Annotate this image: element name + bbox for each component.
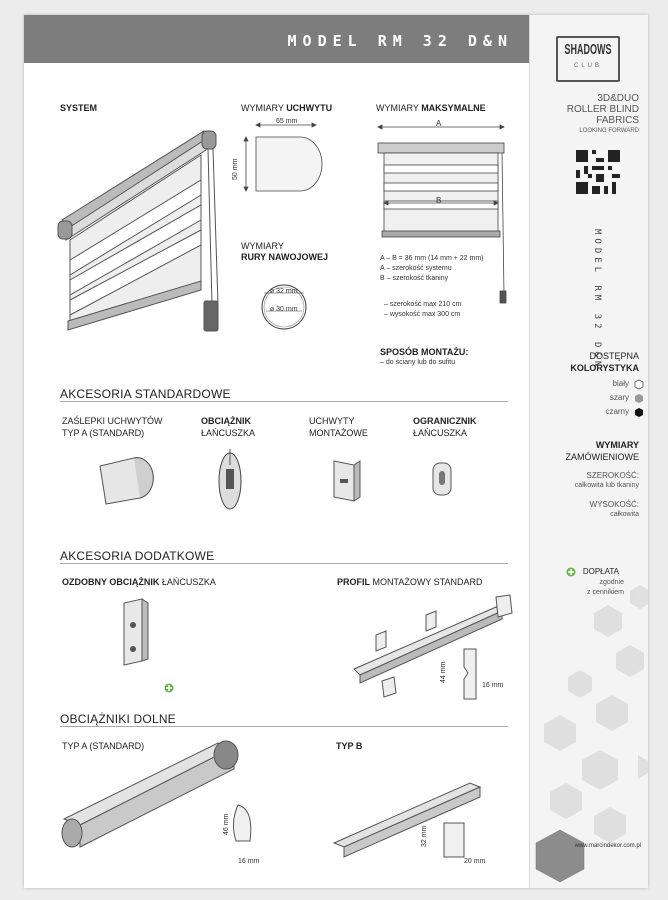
bracket-height-value: 50 mm [232, 158, 239, 180]
std-acc-3-label2: MONTAŻOWE [309, 428, 368, 438]
colors-title2: KOLORYSTYKA [570, 363, 639, 373]
section-divider [60, 401, 508, 402]
surcharge-line2: z cennikiem [587, 589, 624, 596]
profile-height-value: 44 mm [440, 661, 447, 683]
max-dims-drawing [372, 115, 512, 315]
catalog-page [24, 15, 648, 888]
tube-inner-value: ⌀ 30 mm [270, 306, 298, 313]
decorative-weight-illustration [116, 595, 156, 675]
tube-outer-value: ⌀ 32 mm [270, 288, 298, 295]
surcharge-title: DOPŁATA [582, 567, 619, 576]
max-dims-label: WYMIARY MAKSYMALNE [376, 103, 486, 113]
decorative-weight-label: OZDOBNY OBCIĄŻNIK ŁAŃCUSZKA [62, 577, 216, 587]
logo-main-text: SHADOWS [564, 41, 612, 57]
header-title: MODEL RM 32 D&N [287, 32, 513, 50]
mounting-desc: – do ściany lub do sufitu [380, 359, 456, 366]
std-accessories-title: AKCESORIA STANDARDOWE [60, 387, 231, 401]
swatch-black-icon [635, 408, 643, 417]
tube-dims-line2: RURY NAWOJOWEJ [241, 252, 329, 262]
bracket-drawing [236, 115, 336, 205]
order-width-label: SZEROKOŚĆ: [586, 471, 639, 480]
max-height: – wysokość max 300 cm [384, 311, 461, 318]
mounting-bracket-illustration [326, 457, 366, 517]
std-acc-2-label1: OBCIĄŻNIK [201, 416, 251, 426]
system-illustration [56, 115, 226, 335]
extra-plus-icon [164, 683, 174, 693]
color-grey-label: szary [609, 393, 629, 402]
max-b-letter: B [436, 196, 442, 205]
section-divider [60, 726, 508, 727]
mounting-profile-label: PROFIL MONTAŻOWY STANDARD [337, 577, 483, 587]
swatch-grey-icon [635, 394, 643, 403]
qr-code-icon [576, 150, 620, 194]
bracket-dims-label: WYMIARY UCHWYTU [241, 103, 333, 113]
order-height-label: WYSOKOŚĆ: [589, 500, 639, 509]
website-text: www.marcindekor.com.pl [574, 843, 641, 849]
max-b-desc: B – szerokość tkaniny [380, 275, 449, 282]
order-dims-title1: WYMIARY [595, 440, 639, 450]
max-width: – szerokość max 210 cm [384, 301, 462, 308]
std-acc-4-label1: OGRANICZNIK [413, 416, 477, 426]
order-height-value: całkowita [610, 511, 639, 518]
header-bar [24, 15, 529, 63]
chain-stopper-illustration [429, 457, 459, 507]
std-acc-4-label2: ŁAŃCUSZKA [413, 428, 468, 438]
chain-weight-illustration [214, 447, 254, 517]
std-acc-1-label2: TYP A (STANDARD) [62, 428, 145, 438]
order-dims-title2: ZAMÓWIENIOWE [565, 452, 639, 462]
color-swatches [635, 380, 645, 420]
section-divider [60, 563, 508, 564]
type-b-height-value: 32 mm [421, 825, 428, 847]
type-a-weight-illustration [58, 733, 308, 873]
mounting-title: SPOSÓB MONTAŻU: [380, 347, 469, 357]
type-b-label: TYP B [336, 741, 363, 751]
max-a-desc: A – szerokość systemu [380, 265, 452, 272]
decorative-hexagons [530, 575, 648, 888]
vertical-title: MODEL RM 32 D&N [592, 229, 602, 371]
tube-dims-line1: WYMIARY [241, 241, 284, 251]
max-formula: A – B = 36 mm (14 mm + 22 mm) [380, 255, 484, 262]
brand-line1: 3D&DUO [597, 93, 639, 104]
swatch-white-icon [635, 380, 643, 389]
profile-width-value: 16 mm [482, 682, 504, 689]
brand-logo [556, 36, 620, 82]
colors-title1: DOSTĘPNA [589, 351, 639, 361]
order-width-value: całkowita lub tkaniny [574, 482, 639, 489]
end-cap-illustration [94, 450, 164, 510]
type-b-width-value: 20 mm [464, 858, 486, 865]
type-a-width-value: 16 mm [238, 858, 260, 865]
std-acc-2-label2: ŁAŃCUSZKA [201, 428, 256, 438]
sidebar [529, 15, 648, 888]
type-b-weight-illustration [330, 753, 510, 873]
color-black-label: czarny [605, 407, 629, 416]
bottom-weights-title: OBCIĄŻNIKI DOLNE [60, 712, 176, 726]
type-a-label: TYP A (STANDARD) [62, 741, 145, 751]
max-a-letter: A [436, 119, 442, 128]
brand-line3: FABRICS [596, 115, 639, 126]
brand-line2: ROLLER BLIND [566, 104, 639, 115]
std-acc-3-label1: UCHWYTY [309, 416, 355, 426]
type-a-height-value: 46 mm [223, 813, 230, 835]
brand-tagline: LOOKING FORWARD [579, 128, 639, 134]
logo-sub-text: CLUB [573, 63, 602, 69]
color-white-label: biały [612, 379, 629, 388]
system-label: SYSTEM [60, 103, 98, 113]
std-acc-1-label1: ZAŚLEPKI UCHWYTÓW [62, 416, 163, 426]
bracket-width-value: 65 mm [276, 118, 298, 125]
extra-accessories-title: AKCESORIA DODATKOWE [60, 549, 215, 563]
surcharge-line1: zgodnie [599, 579, 624, 586]
